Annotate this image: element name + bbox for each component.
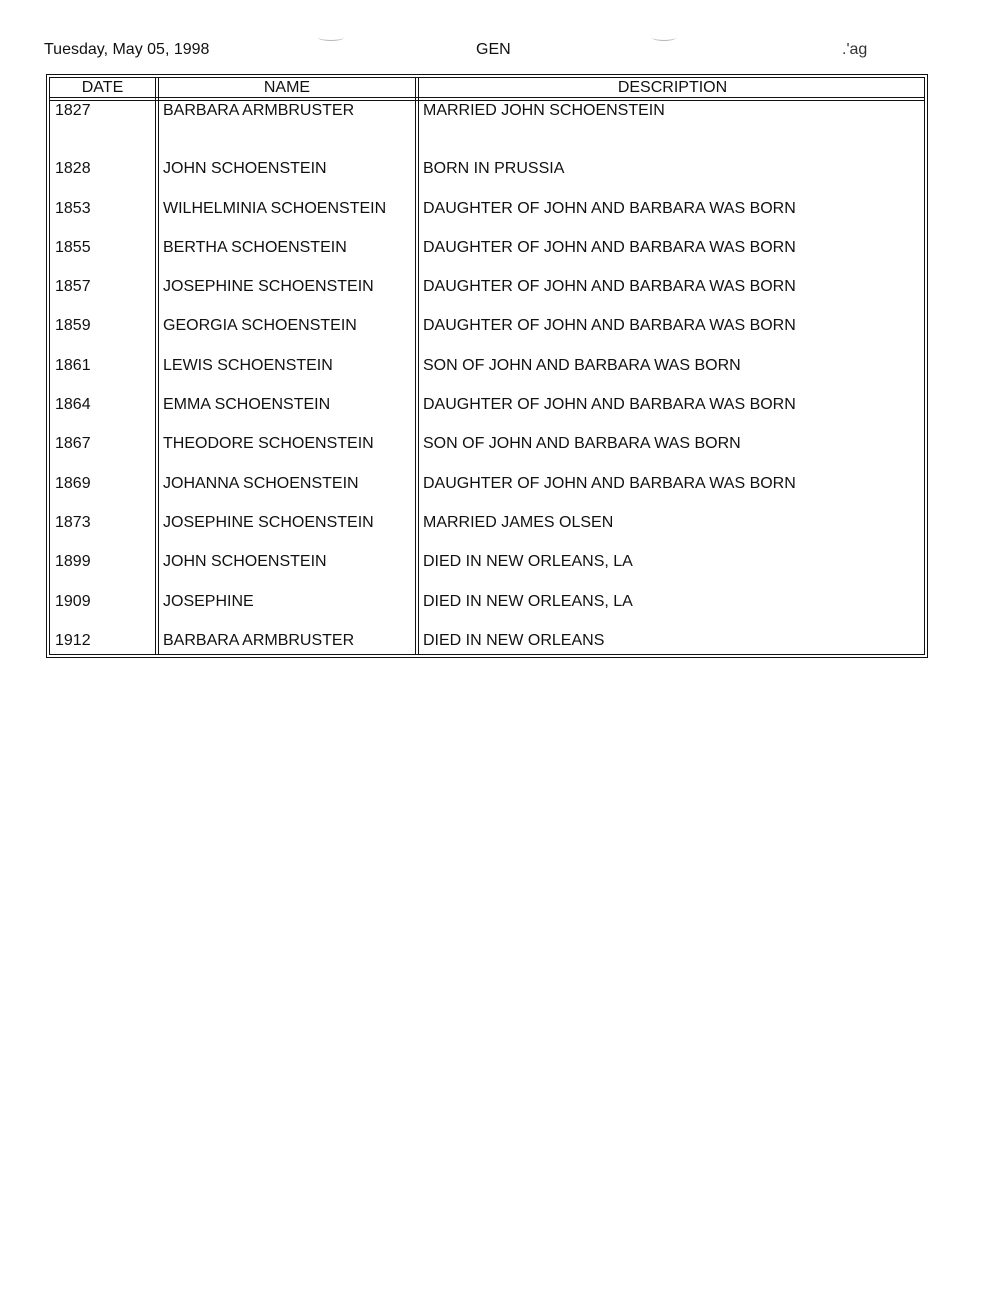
cell-name: BARBARA ARMBRUSTER [163,631,355,649]
table-row [47,139,927,178]
cell-description: DAUGHTER OF JOHN AND BARBARA WAS BORN [423,396,796,414]
report-date: Tuesday, May 05, 1998 [44,41,210,58]
cell-description: DAUGHTER OF JOHN AND BARBARA WAS BORN [423,238,796,256]
cell-name: JOSEPHINE [163,592,254,610]
cell-name: BARBARA ARMBRUSTER [163,102,355,119]
cell-name: GEORGIA SCHOENSTEIN [163,317,357,335]
table-row [47,296,927,335]
table-row [47,611,927,650]
table-row [47,493,927,532]
genealogy-table [46,74,928,658]
cell-name: WILHELMINIA SCHOENSTEIN [163,199,387,217]
cell-name: JOSEPHINE SCHOENSTEIN [163,278,374,296]
table-row [47,572,927,611]
cell-name: JOSEPHINE SCHOENSTEIN [163,513,374,531]
cell-description: BORN IN PRUSSIA [423,160,565,178]
cell-date: 1861 [55,356,91,374]
cell-name: JOHN SCHOENSTEIN [163,160,327,178]
cell-date: 1859 [55,317,91,335]
table-body [47,98,927,650]
cell-date: 1857 [55,278,91,296]
table-row [47,98,927,137]
cell-date: 1853 [55,199,91,217]
cell-description: MARRIED JAMES OLSEN [423,513,614,531]
cell-description: DIED IN NEW ORLEANS [423,631,605,649]
column-header-description: DESCRIPTION [617,79,728,96]
cell-date: 1873 [55,513,91,531]
cell-name: JOHANNA SCHOENSTEIN [163,474,359,492]
table-row [47,454,927,493]
table-row [47,257,927,296]
cell-description: DIED IN NEW ORLEANS, LA [423,592,633,610]
cell-description: DIED IN NEW ORLEANS, LA [423,553,633,571]
cell-date: 1827 [55,102,91,119]
column-header-name: NAME [263,79,311,96]
cell-description: DAUGHTER OF JOHN AND BARBARA WAS BORN [423,278,796,296]
cell-description: DAUGHTER OF JOHN AND BARBARA WAS BORN [423,199,796,217]
table-row [47,218,927,257]
table-row [47,532,927,571]
cell-date: 1869 [55,474,91,492]
cell-name: JOHN SCHOENSTEIN [163,553,327,571]
scan-smudge-mark [318,34,344,41]
cell-name: THEODORE SCHOENSTEIN [163,435,374,453]
table-row [47,375,927,414]
cell-date: 1912 [55,631,91,649]
table-row [47,179,927,218]
cell-date: 1855 [55,238,91,256]
cell-description: DAUGHTER OF JOHN AND BARBARA WAS BORN [423,317,796,335]
cell-description: MARRIED JOHN SCHOENSTEIN [423,102,665,119]
cell-date: 1899 [55,553,91,571]
column-header-date: DATE [81,79,124,96]
scan-smudge-mark [652,34,676,41]
table-row [47,414,927,453]
cell-date: 1864 [55,396,91,414]
cell-date: 1867 [55,435,91,453]
table-row [47,336,927,375]
report-title: GEN [476,41,511,58]
cell-date: 1909 [55,592,91,610]
cell-date: 1828 [55,160,91,178]
page-label: .'ag [842,41,868,58]
cell-description: SON OF JOHN AND BARBARA WAS BORN [423,356,741,374]
cell-description: DAUGHTER OF JOHN AND BARBARA WAS BORN [423,474,796,492]
cell-name: EMMA SCHOENSTEIN [163,396,331,414]
cell-name: LEWIS SCHOENSTEIN [163,356,333,374]
cell-description: SON OF JOHN AND BARBARA WAS BORN [423,435,741,453]
cell-name: BERTHA SCHOENSTEIN [163,238,347,256]
